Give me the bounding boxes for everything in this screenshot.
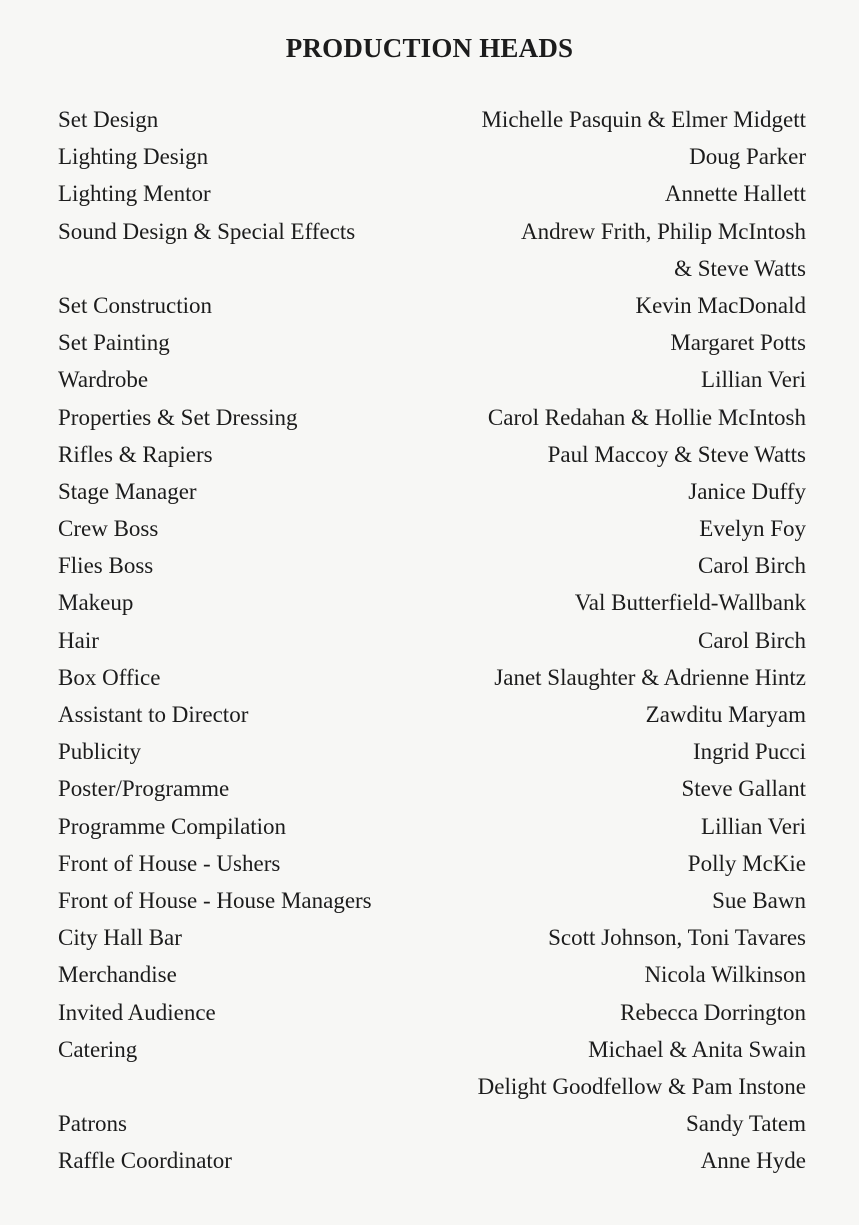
person-name: Annette Hallett [664, 181, 806, 207]
role-label: Programme Compilation [58, 813, 287, 839]
credit-row [58, 1068, 806, 1105]
person-name: Nicola Wilkinson [644, 962, 806, 988]
role-label: Set Construction [58, 292, 212, 318]
role-label: Poster/Programme [58, 776, 230, 802]
person-name: Zawditu Maryam [645, 702, 806, 727]
credit-row [58, 175, 806, 212]
person-name: Carol Redahan & Hollie McIntosh [487, 404, 806, 430]
credit-row [58, 919, 806, 956]
person-name: Delight Goodfellow & Pam Instone [477, 1073, 806, 1099]
credit-row [58, 213, 806, 250]
credit-row [58, 956, 806, 993]
role-label: Raffle Coordinator [58, 1148, 232, 1174]
credit-row [58, 547, 806, 584]
credit-row [58, 436, 806, 473]
credit-row [58, 473, 806, 510]
person-name: Lillian Veri [701, 813, 806, 839]
credit-row [58, 882, 806, 919]
credit-row [58, 770, 806, 807]
person-name: Margaret Potts [670, 330, 806, 356]
person-name: Janet Slaughter & Adrienne Hintz [494, 664, 806, 690]
person-name: Sue Bawn [712, 887, 806, 913]
role-label: Front of House - House Managers [58, 887, 372, 913]
person-name: Paul Maccoy & Steve Watts [547, 441, 806, 467]
person-name: Andrew Frith, Philip McIntosh [521, 218, 806, 244]
credit-row [58, 696, 806, 733]
role-label: Crew Boss [58, 516, 159, 542]
person-name: Scott Johnson, Toni Tavares [548, 925, 806, 951]
credit-row [58, 399, 806, 436]
credit-row [58, 361, 806, 398]
role-label: Catering [58, 1036, 138, 1062]
person-name: Polly McKie [687, 850, 806, 876]
person-name: Rebecca Dorrington [620, 999, 806, 1025]
person-name: Carol Birch [698, 627, 806, 653]
credit-row [58, 845, 806, 882]
role-label: Sound Design & Special Effects [58, 218, 356, 244]
person-name: Carol Birch [698, 553, 806, 579]
person-name: Steve Gallant [681, 776, 806, 802]
credit-row [58, 659, 806, 696]
person-name: Evelyn Foy [699, 516, 806, 542]
role-label: Publicity [58, 739, 142, 765]
person-name: Doug Parker [689, 144, 806, 170]
person-name: Sandy Tatem [686, 1111, 806, 1137]
credit-row [58, 510, 806, 547]
credit-row [58, 733, 806, 770]
role-label: Lighting Design [58, 144, 209, 170]
role-label: Flies Boss [58, 553, 154, 579]
person-name: Val Butterfield-Wallbank [574, 590, 806, 616]
person-name: Ingrid Pucci [692, 739, 806, 765]
role-label: City Hall Bar [58, 925, 182, 951]
role-label: Front of House - Ushers [58, 850, 281, 876]
role-label: Stage Manager [58, 478, 197, 504]
credit-row [58, 584, 806, 621]
role-label: Set Design [58, 107, 159, 132]
role-label: Set Painting [58, 330, 170, 356]
person-name: Lillian Veri [701, 367, 806, 393]
person-name: & Steve Watts [674, 255, 806, 281]
role-label: Properties & Set Dressing [58, 404, 298, 430]
role-label: Wardrobe [58, 367, 149, 393]
person-name: Michael & Anita Swain [588, 1036, 806, 1062]
role-label: Invited Audience [58, 999, 216, 1025]
person-name: Anne Hyde [700, 1148, 806, 1174]
role-label: Hair [58, 627, 99, 653]
credit-row [58, 994, 806, 1031]
credit-row [58, 808, 806, 845]
credit-row [58, 1105, 806, 1142]
credit-row [58, 250, 806, 287]
page-title: PRODUCTION HEADS [285, 33, 574, 63]
role-label: Lighting Mentor [58, 181, 211, 207]
production-heads-list [58, 101, 806, 1179]
person-name: Janice Duffy [688, 478, 806, 504]
credit-row [58, 622, 806, 659]
credit-row [58, 1142, 806, 1179]
role-label: Rifles & Rapiers [58, 441, 213, 467]
credit-row [58, 138, 806, 175]
role-label: Assistant to Director [58, 702, 249, 727]
person-name: Michelle Pasquin & Elmer Midgett [481, 107, 806, 132]
role-label: Makeup [58, 590, 134, 616]
credit-row [58, 1031, 806, 1068]
person-name: Kevin MacDonald [635, 292, 806, 318]
role-label: Merchandise [58, 962, 177, 988]
credit-row [58, 287, 806, 324]
credit-row [58, 101, 806, 138]
credit-row [58, 324, 806, 361]
role-label: Patrons [58, 1111, 127, 1137]
role-label: Box Office [58, 664, 161, 690]
